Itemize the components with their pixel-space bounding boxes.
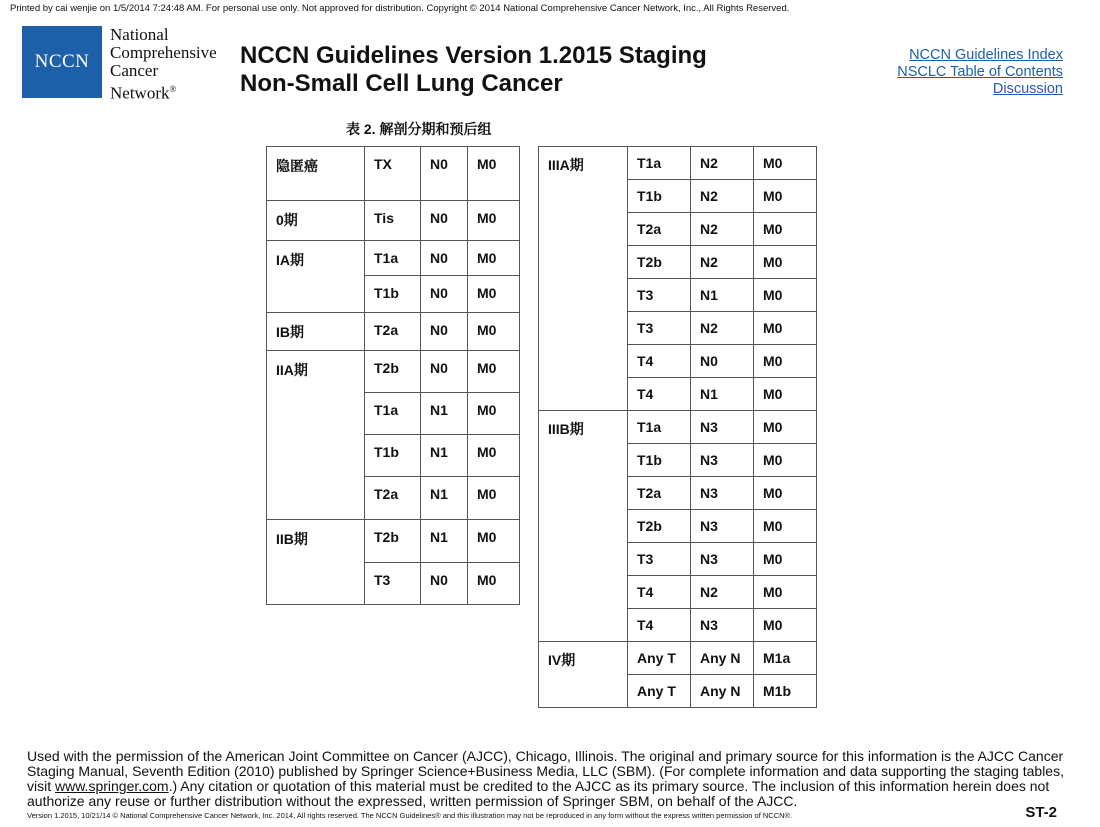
n-cell: N1: [421, 393, 468, 435]
version-line: Version 1.2015, 10/21/14 © National Comprehensive Cancer Network, Inc. 2014, All rights reserved. The NCCN Guidelines® and this illustration may not be reproduced in any form without the express written permission of NCCN®.: [27, 811, 793, 820]
m-cell: M0: [468, 520, 520, 563]
t-cell: T3: [365, 563, 421, 605]
n-cell: N0: [421, 313, 468, 351]
m-cell: M0: [468, 393, 520, 435]
springer-link[interactable]: www.springer.com: [55, 778, 169, 794]
n-cell: N2: [691, 246, 754, 279]
nsclc-toc-link[interactable]: NSCLC Table of Contents: [897, 64, 1063, 80]
nccn-logo: [22, 26, 102, 98]
n-cell: N0: [691, 345, 754, 378]
t-cell: T1a: [628, 411, 691, 444]
n-cell: N3: [691, 510, 754, 543]
t-cell: T2b: [365, 520, 421, 563]
t-cell: T2b: [365, 351, 421, 393]
n-cell: N1: [421, 435, 468, 477]
permission-text-start: Used with the permission of the American Joint Committee on Cancer (AJCC), Chicago, Illinois. The original and primary source for this information is the AJCC Cancer Staging Manual, Seventh Edition (2010) published by Springer Science+Business Media, LLC (SBM). (For complete information and data supporting the staging tables, visit: [27, 748, 1064, 794]
n-cell: N0: [421, 351, 468, 393]
stage-cell: 0期: [267, 201, 365, 241]
t-cell: T1a: [628, 147, 691, 180]
m-cell: M0: [754, 180, 817, 213]
m-cell: M0: [754, 345, 817, 378]
t-cell: T4: [628, 576, 691, 609]
n-cell: N1: [691, 378, 754, 411]
stage-cell: IIA期: [267, 351, 365, 520]
t-cell: T4: [628, 378, 691, 411]
t-cell: T3: [628, 312, 691, 345]
stage-cell: 隐匿癌: [267, 147, 365, 201]
t-cell: T4: [628, 609, 691, 642]
m-cell: M0: [754, 378, 817, 411]
m-cell: M0: [754, 444, 817, 477]
n-cell: Any N: [691, 642, 754, 675]
t-cell: T2a: [628, 213, 691, 246]
title-line-2: Non-Small Cell Lung Cancer: [240, 70, 563, 97]
n-cell: N2: [691, 147, 754, 180]
logo-line-4: Network®: [110, 83, 177, 103]
t-cell: T1b: [365, 276, 421, 313]
logo-mark: NCCN: [34, 51, 90, 72]
n-cell: N1: [421, 520, 468, 563]
n-cell: N2: [691, 576, 754, 609]
table-row: [267, 520, 520, 563]
stage-cell: IIIB期: [539, 411, 628, 642]
m-cell: M0: [754, 279, 817, 312]
t-cell: T1a: [365, 241, 421, 276]
staging-table-left: [266, 146, 520, 605]
title-line-1: NCCN Guidelines Version 1.2015 Staging: [240, 42, 707, 69]
n-cell: N3: [691, 444, 754, 477]
stage-cell: IIIA期: [539, 147, 628, 411]
n-cell: N2: [691, 213, 754, 246]
page-title: [240, 42, 707, 98]
table-row: [539, 642, 817, 675]
staging-table-right: [538, 146, 817, 708]
m-cell: M0: [754, 477, 817, 510]
m-cell: M0: [754, 312, 817, 345]
stage-cell: IV期: [539, 642, 628, 708]
t-cell: Tis: [365, 201, 421, 241]
n-cell: Any N: [691, 675, 754, 708]
m-cell: M0: [468, 276, 520, 313]
m-cell: M0: [468, 477, 520, 520]
m-cell: M0: [468, 201, 520, 241]
logo-line-2: Comprehensive: [110, 43, 217, 62]
table-row: [539, 147, 817, 180]
discussion-link[interactable]: Discussion: [992, 81, 1063, 97]
n-cell: N1: [691, 279, 754, 312]
m-cell: M0: [754, 411, 817, 444]
n-cell: N3: [691, 543, 754, 576]
n-cell: N2: [691, 180, 754, 213]
table-caption: 表 2. 解剖分期和预后组: [346, 121, 492, 137]
guidelines-index-link[interactable]: NCCN Guidelines Index: [909, 47, 1063, 63]
t-cell: T2a: [628, 477, 691, 510]
n-cell: N0: [421, 276, 468, 313]
stage-cell: IB期: [267, 313, 365, 351]
table-row: [539, 411, 817, 444]
table-row: [267, 351, 520, 393]
m-cell: M0: [754, 609, 817, 642]
t-cell: Any T: [628, 675, 691, 708]
m-cell: M0: [754, 543, 817, 576]
logo-wordmark: [110, 26, 217, 103]
t-cell: T2a: [365, 477, 421, 520]
t-cell: T4: [628, 345, 691, 378]
m-cell: M0: [754, 147, 817, 180]
t-cell: TX: [365, 147, 421, 201]
permission-text-end: .) Any citation or quotation of this material must be credited to the AJCC as its primary source. The inclusion of this information herein does not authorize any reuse or further distribution without the expressed, written permission of Springer SBM, on behalf of the AJCC.: [27, 778, 1050, 809]
n-cell: N1: [421, 477, 468, 520]
n-cell: N3: [691, 477, 754, 510]
t-cell: T1b: [628, 180, 691, 213]
print-notice: Printed by cai wenjie on 1/5/2014 7:24:48 AM. For personal use only. Not approved for distribution. Copyright © 2014 National Comprehensive Cancer Network, Inc., All Rights Reserved.: [10, 3, 790, 14]
t-cell: T2b: [628, 510, 691, 543]
permission-notice: [27, 749, 1067, 809]
logo-line-3: Cancer: [110, 61, 159, 80]
t-cell: T1a: [365, 393, 421, 435]
m-cell: M1a: [754, 642, 817, 675]
logo-line-1: National: [110, 25, 169, 44]
m-cell: M0: [754, 246, 817, 279]
table-row: [267, 313, 520, 351]
t-cell: T2a: [365, 313, 421, 351]
m-cell: M0: [468, 147, 520, 201]
n-cell: N3: [691, 609, 754, 642]
t-cell: T3: [628, 279, 691, 312]
n-cell: N0: [421, 563, 468, 605]
stage-cell: IA期: [267, 241, 365, 313]
nav-links: [897, 47, 1063, 98]
t-cell: T1b: [628, 444, 691, 477]
t-cell: Any T: [628, 642, 691, 675]
t-cell: T3: [628, 543, 691, 576]
m-cell: M0: [468, 563, 520, 605]
m-cell: M0: [754, 576, 817, 609]
n-cell: N0: [421, 147, 468, 201]
m-cell: M0: [754, 510, 817, 543]
t-cell: T2b: [628, 246, 691, 279]
table-row: [267, 201, 520, 241]
table-row: [267, 241, 520, 276]
n-cell: N0: [421, 201, 468, 241]
m-cell: M0: [468, 241, 520, 276]
t-cell: T1b: [365, 435, 421, 477]
m-cell: M0: [754, 213, 817, 246]
table-row: [267, 147, 520, 201]
m-cell: M0: [468, 435, 520, 477]
m-cell: M1b: [754, 675, 817, 708]
n-cell: N2: [691, 312, 754, 345]
n-cell: N0: [421, 241, 468, 276]
page-id: ST-2: [1025, 804, 1057, 821]
n-cell: N3: [691, 411, 754, 444]
stage-cell: IIB期: [267, 520, 365, 605]
m-cell: M0: [468, 351, 520, 393]
m-cell: M0: [468, 313, 520, 351]
